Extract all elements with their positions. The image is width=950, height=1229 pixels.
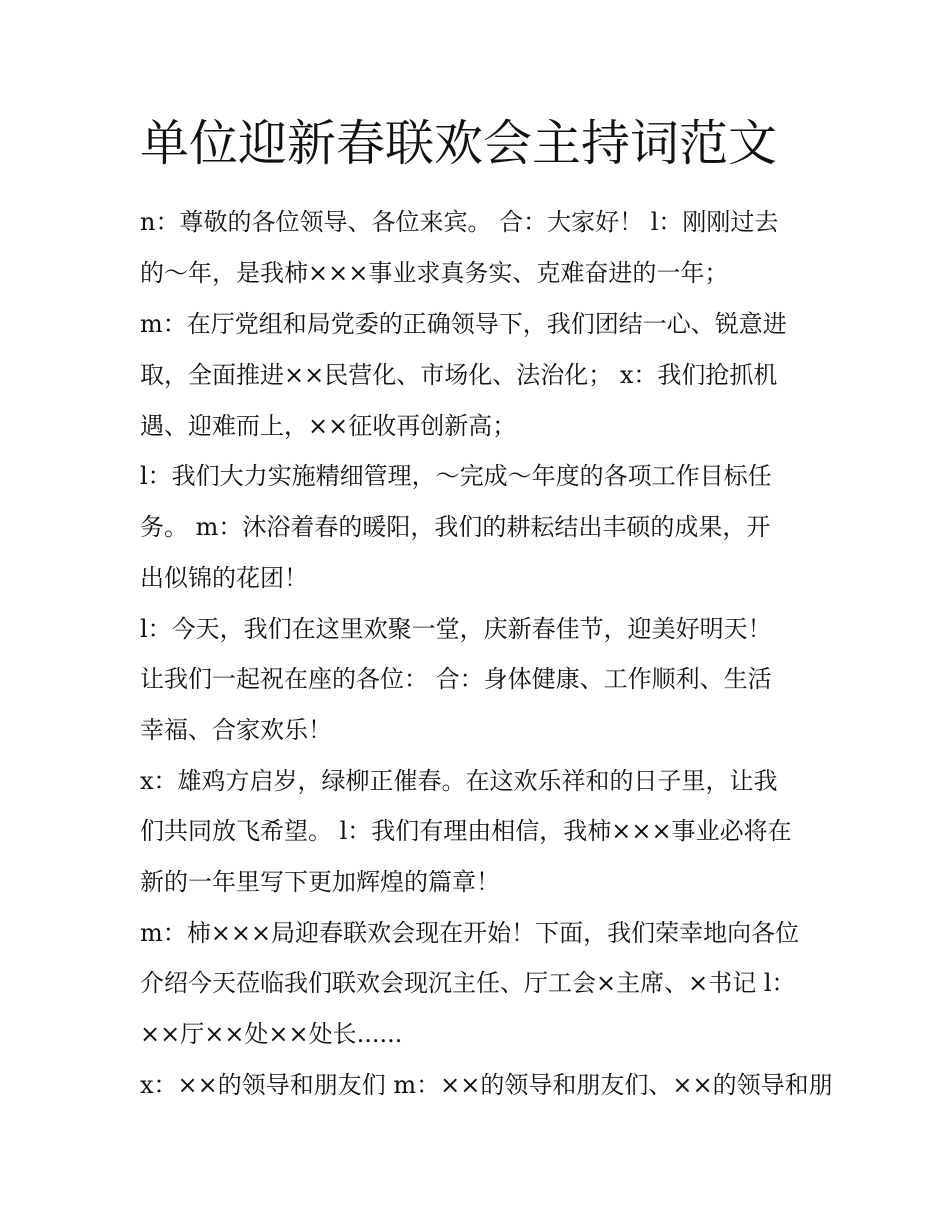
text-line: 们共同放飞希望。 l：我们有理由相信，我柿×××事业必将在 [140, 817, 792, 845]
text-line: 出似锦的花团！ [140, 564, 308, 592]
text-line: x：雄鸡方启岁，绿柳正催春。在这欢乐祥和的日子里，让我 [140, 767, 778, 795]
text-line: 新的一年里写下更加辉煌的篇章！ [140, 868, 500, 896]
text-line: 遇、迎难而上，××征收再创新高； [140, 412, 517, 440]
text-line: 务。 m：沐浴着春的暖阳，我们的耕耘结出丰硕的成果，开 [140, 513, 771, 541]
text-line: x：××的领导和朋友们 m：××的领导和朋友们、××的领导和朋 [140, 1071, 833, 1099]
text-line: 让我们一起祝在座的各位： 合：身体健康、工作顺利、生活 [140, 665, 772, 693]
text-line: 取，全面推进××民营化、市场化、法治化； x：我们抢抓机 [140, 361, 778, 389]
text-line: ××厅××处××处长...... [140, 1020, 403, 1048]
text-line: m：柿×××局迎春联欢会现在开始！下面，我们荣幸地向各位 [140, 919, 800, 947]
text-line: 的～年，是我柿×××事业求真务实、克难奋进的一年； [140, 259, 729, 287]
text-line: n：尊敬的各位领导、各位来宾。 合：大家好！ l：刚刚过去 [140, 208, 779, 236]
text-line: l：我们大力实施精细管理，～完成～年度的各项工作目标任 [140, 462, 772, 490]
text-line: 介绍今天莅临我们联欢会现沉主任、厅工会×主席、×书记 l： [140, 969, 796, 997]
text-line: m：在厅党组和局党委的正确领导下，我们团结一心、锐意进 [140, 310, 787, 338]
text-line: l：今天，我们在这里欢聚一堂，庆新春佳节，迎美好明天！ [140, 615, 772, 643]
text-line: 幸福、合家欢乐！ [140, 716, 332, 744]
document-title: 单位迎新春联欢会主持词范文 [140, 115, 778, 172]
